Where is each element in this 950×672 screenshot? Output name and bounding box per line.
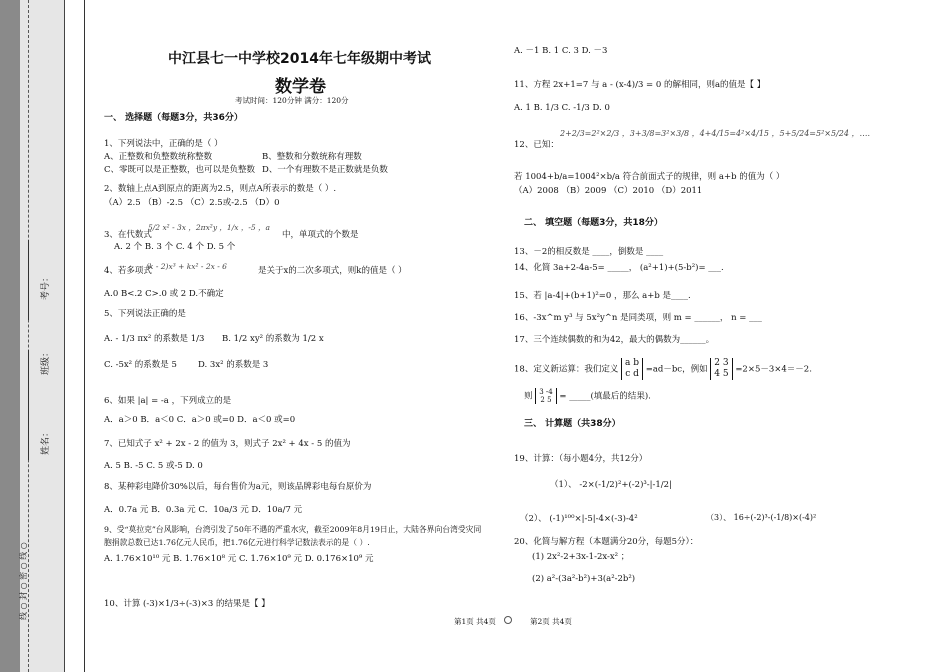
q5-option-b: B. 1/2 xy² 的系数为 1/2 x [222,334,324,344]
q3-stem: 3、在代数式 [104,230,152,240]
q5-option-c: C. -5x² 的系数是 5 [104,360,177,370]
q19-part-2: （2）、 (-1)¹⁰⁰×|-5|-4×(-3)-4² [520,514,638,524]
q3-tail: 中，单项式的个数是 [282,230,359,240]
q19-stem: 19、计算：（每小题4分，共12分） [514,454,648,464]
exam-info: 考试时间：120分钟 满分：120分 [235,96,349,105]
q17: 17、三个连续偶数的和为42，最大的偶数为______。 [514,335,715,345]
binding-strip [0,0,20,672]
q8-options: A．0.7a 元 B．0.3a 元 C．10a/3 元 D．10a/7 元 [104,505,303,515]
section-compute-heading: 三、 计算题（共38分） [524,419,621,429]
q18-matrix-question-row1: 3 -4 [539,388,553,396]
seal-marks: 线 ○ 封 ○ 密 ○ 线 ○ [19,542,28,620]
q15: 15、若 |a-4|+(b+1)²=0 ，那么 a+b 是____. [514,291,691,301]
q18-matrix-example [710,358,732,380]
q12-pattern: 2+2/3=2²×2/3 ，3+3/8=3²×3/8 ，4+4/15=4²×4/15 ，5+5/24=5²×5/24 ，…. [560,129,871,138]
binding-gutter [20,0,65,672]
q4-stem: 4、若多项式 [104,266,152,276]
q4-tail: 是关于x的二次多项式，则k的值是（ ） [258,266,407,276]
q18-matrix-question [535,388,557,404]
q12-options: （A）2008 （B）2009 （C）2010 （D）2011 [514,186,703,196]
q4-options: A.0 B<.2 C>.0 或 2 D.不确定 [104,289,224,299]
q18-line-1 [514,358,812,380]
q1-option-c: C、零既可以是正整数，也可以是负整数 [104,165,256,175]
q18-matrix-ad-bc-row1: a b [625,358,640,368]
q18-matrix-ad-bc [621,358,643,380]
q5-option-a: A. - 1/3 πx² 的系数是 1/3 [104,334,205,344]
q18-line2-tail: = _____(填最后的结果). [559,391,651,402]
school-title: 中江县七一中学校2014年七年级期中考试 [168,51,431,67]
q5-stem: 5、下列说法正确的是 [104,309,186,319]
page-number-left: 第1页 共4页 [454,617,496,626]
q12-condition: 若 1004+b/a=1004²×b/a 符合前面式子的规律，则 a+b 的值为（ ） [514,172,785,182]
q19-part-1: （1）、 -2×(-1/2)²+(-2)³-|-1/2| [550,480,672,490]
q13: 13、－2的相反数是 ____，倒数是 ____ [514,247,664,257]
id-underline [28,240,29,320]
q20-stem: 20、化简与解方程（本题满分20分，每题5分）： [514,537,699,547]
q1-option-b: B、整数和分数统称有理数 [262,152,362,162]
q19-part-3: （3）、 16÷(-2)³-(-1/8)×(-4)² [706,513,817,522]
q18-matrix-example-row2: 4 5 [714,369,729,379]
q3-options: A. 2 个 B. 3 个 C. 4 个 D. 5 个 [114,242,236,252]
q2-options: （A）2.5 （B）-2.5 （C）2.5或-2.5 （D）0 [104,198,280,208]
q3-math: 5/2 x² - 3x ，2πx²y ，1/x ，-5 ，a [148,223,271,232]
q9-line-1: 9、受“莫拉克”台风影响，台湾引发了50年不遇的严重水灾，截至2009年8月19日止，大陆各界向台湾受灾同 [104,525,482,534]
q12-stem: 12、已知： [514,140,559,150]
name-underline [28,350,29,460]
q5-option-d: D. 3x² 的系数是 3 [198,360,269,370]
q10-stem: 10、计算 (-3)×1/3÷(-3)×3 的结果是【 】 [104,599,270,609]
q18-line-2 [524,388,651,404]
margin-rule [84,0,85,672]
q18-matrix-question-row2: 2 5 [540,396,552,404]
q18-example-result: =2×5－3×4＝－2. [735,364,812,375]
page-number-right: 第2页 共4页 [530,617,572,626]
q7-stem: 7、已知式子 x² + 2x - 2 的值为 3，则式子 2x² + 4x - 5 的值为 [104,439,351,449]
q18-prefix: 18、定义新运算：我们定义 [514,364,619,375]
paper-title: 数学卷 [275,77,326,97]
q2-stem: 2、数轴上点A到原点的距离为2.5，则点A所表示的数是（ ）. [104,184,337,194]
q1-stem: 1、下列说法中，正确的是（ ） [104,139,223,149]
q7-options: A. 5 B. -5 C. 5 或-5 D. 0 [104,461,203,471]
class-field-label: 班级： [41,347,51,375]
page-separator-circle [504,616,512,624]
q1-option-a: A、正整数和负整数统称整数 [104,152,213,162]
id-field-label: 考号： [41,272,51,300]
q20-part-2: (2) a²-(3a²-b²)+3(a²-2b²) [532,574,636,584]
q9-options: A. 1.76×10¹⁰ 元 B. 1.76×10⁸ 元 C. 1.76×10⁹ 元 D. 0.176×10⁹ 元 [104,554,374,564]
q6-options: A．a＞0 B．a＜0 C．a＞0 或=0 D．a＜0 或=0 [104,415,296,425]
q11-stem: 11、方程 2x+1=7 与 a - (x-4)/3 = 0 的解相同，则a的值是【 】 [514,80,766,90]
q8-stem: 8、某种彩电降价30%以后，每台售价为a元，则该品牌彩电每台原价为 [104,482,372,492]
q18-matrix-example-row1: 2 3 [714,358,729,368]
q11-options: A. 1 B. 1/3 C. -1/3 D. 0 [514,103,610,113]
q20-part-1: (1) 2x²-2+3x-1-2x-x² ； [532,552,630,562]
q9-line-2: 胞捐款总数已达1.76亿元人民币，把1.76亿元进行科学记数法表示的是（ ）. [104,538,370,547]
q18-matrix-ad-bc-row2: c d [625,369,639,379]
q16: 16、-3x^m y³ 与 5x²y^n 是同类项，则 m = ______， n = ___ [514,313,762,323]
section-choice-heading: 一、 选择题（每题3分，共36分） [104,113,243,123]
q18-definition: =ad－bc，例如 [645,364,708,375]
q4-math: (k - 2)x³ + kx² - 2x - 6 [146,262,227,271]
q6-stem: 6、如果 |a| = -a ，下列成立的是 [104,396,232,406]
name-field-label: 姓名： [41,427,51,455]
q1-option-d: D、一个有理数不是正数就是负数 [262,165,388,175]
q18-line2-prefix: 则 [524,391,533,402]
section-fill-heading: 二、 填空题（每题3分，共18分） [524,218,663,228]
q10-options: A. －1 B. 1 C. 3 D. －3 [514,46,608,56]
q14: 14、化简 3a+2-4a-5= _____， (a²+1)+(5-b²)= ___. [514,263,724,273]
